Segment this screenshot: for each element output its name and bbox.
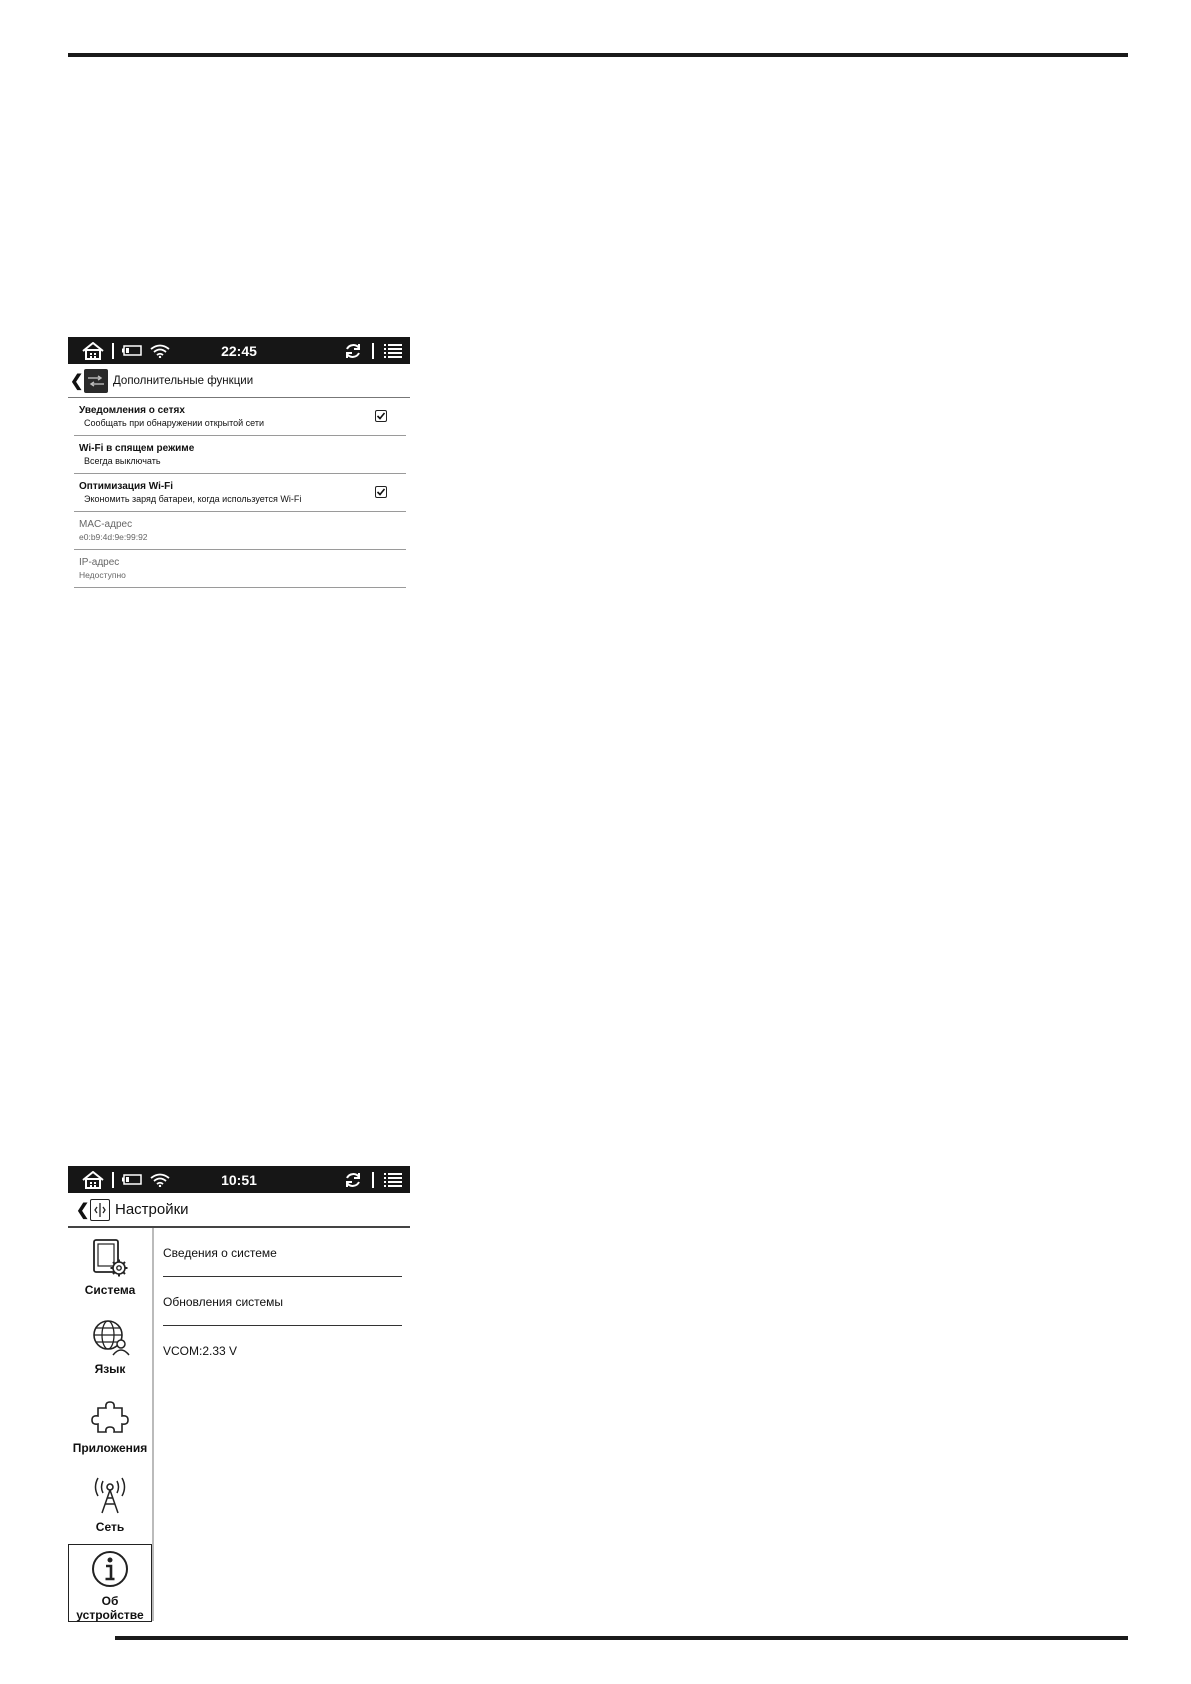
settings-app-icon (90, 1199, 110, 1221)
menu-icon[interactable] (384, 343, 402, 358)
sidebar-item-label: Язык (94, 1362, 126, 1376)
sidebar-item-language[interactable] (68, 1307, 152, 1386)
network-notifications-row[interactable] (74, 398, 406, 436)
wifi-sleep-row[interactable] (74, 436, 406, 474)
mac-address-value: e0:b9:4d:9e:99:92 (79, 532, 148, 542)
page-bottom-rule (115, 1636, 1128, 1640)
page-top-rule (68, 53, 1128, 57)
row-title: Уведомления о сетях (79, 405, 185, 416)
wifi-optimization-checkbox[interactable] (375, 486, 387, 498)
row-subtitle: Сообщать при обнаружении открытой сети (84, 418, 265, 428)
menu-icon[interactable] (384, 1172, 402, 1187)
system-updates-item[interactable]: Обновления системы (163, 1277, 402, 1326)
sidebar-item-apps[interactable] (68, 1386, 152, 1465)
back-arrow-icon[interactable]: ❮ (76, 1201, 90, 1219)
page-title: Настройки (115, 1201, 189, 1218)
home-icon[interactable] (82, 1171, 104, 1189)
mac-address-row (74, 512, 406, 550)
sidebar-item-network[interactable] (68, 1465, 152, 1544)
wifi-settings-app-icon (84, 369, 108, 393)
status-time: 22:45 (221, 342, 257, 359)
wifi-optimization-row[interactable] (74, 474, 406, 512)
title-bar (68, 1193, 410, 1228)
globe-user-icon (90, 1317, 130, 1362)
battery-icon (122, 1174, 142, 1185)
back-arrow-icon[interactable]: ❮ (70, 372, 84, 390)
about-content (154, 1228, 410, 1621)
row-title: Оптимизация Wi-Fi (79, 481, 174, 492)
settings-sidebar (68, 1228, 154, 1621)
wifi-icon (150, 344, 170, 358)
settings-screen (68, 1166, 410, 1621)
battery-icon (122, 345, 142, 356)
status-bar (68, 1166, 410, 1193)
settings-list (68, 398, 410, 588)
sidebar-item-system[interactable] (68, 1228, 152, 1307)
status-separator (112, 343, 114, 359)
row-title: Wi-Fi в спящем режиме (79, 443, 195, 454)
wifi-icon (150, 1173, 170, 1187)
status-separator (372, 1172, 374, 1188)
sidebar-item-label: Сеть (95, 1520, 125, 1534)
vcom-value: VCOM:2.33 V (163, 1344, 238, 1358)
page-title: Дополнительные функции (113, 374, 254, 387)
status-separator (112, 1172, 114, 1188)
refresh-icon[interactable] (344, 1171, 362, 1189)
refresh-icon[interactable] (344, 342, 362, 360)
puzzle-icon (90, 1396, 130, 1441)
row-subtitle: Всегда выключать (84, 456, 161, 466)
tablet-gear-icon (90, 1238, 130, 1283)
wifi-advanced-screen (68, 337, 410, 593)
ip-address-row (74, 550, 406, 588)
ip-address-value: Недоступно (79, 570, 126, 580)
sidebar-item-about[interactable] (68, 1544, 152, 1622)
network-notifications-checkbox[interactable] (375, 410, 387, 422)
status-time: 10:51 (221, 1171, 257, 1188)
row-title: MAC-адрес (79, 519, 133, 530)
title-bar (68, 364, 410, 398)
info-icon (90, 1549, 130, 1594)
sidebar-item-label: Приложения (72, 1441, 148, 1455)
row-title: IP-адрес (79, 557, 120, 568)
system-info-item[interactable]: Сведения о системе (163, 1228, 402, 1277)
antenna-icon (90, 1475, 130, 1520)
sidebar-item-label: Система (84, 1283, 136, 1297)
row-subtitle: Экономить заряд батареи, когда используется Wi-Fi (84, 494, 302, 504)
home-icon[interactable] (82, 342, 104, 360)
status-bar (68, 337, 410, 364)
sidebar-item-label: Об устройстве (76, 1594, 144, 1622)
status-separator (372, 343, 374, 359)
